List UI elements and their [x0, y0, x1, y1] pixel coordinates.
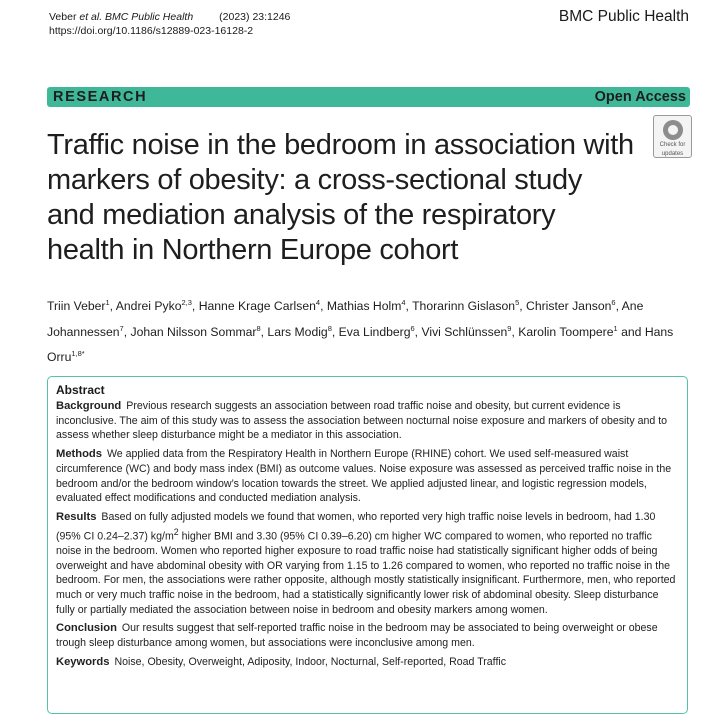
background-text: Previous research suggests an association between road traffic noise and obesity, but current evidence is inconclusive. The aim of this study was to assess the association between nocturnal noise exposure and markers of obesity and to assess whether sleep disturbance might be a mediator in this association. — [56, 400, 668, 442]
author-name[interactable]: Karolin Toompere — [518, 324, 614, 339]
author-affiliation: 9 — [507, 323, 512, 333]
author-name[interactable]: Hans Orru — [47, 324, 674, 365]
badge-line1: Check for — [659, 142, 686, 148]
conclusion-label: Conclusion — [56, 622, 117, 635]
author-affiliation: 1 — [105, 298, 110, 307]
section-label: RESEARCH — [53, 89, 148, 105]
journal-brand: BMC Public Health — [558, 8, 689, 25]
author-affiliation: 5 — [515, 298, 520, 307]
author-name[interactable]: Eva Lindberg — [338, 324, 411, 339]
abstract-box — [47, 376, 688, 714]
section-banner — [47, 87, 690, 107]
author-affiliation: 1,8* — [71, 349, 85, 359]
conclusion-text: Our results suggest that self-reported traffic noise in the bedroom may be associated to being overweight or obese trough sleep disturbance among women, but associations were inconclusive among men. — [56, 622, 658, 650]
abstract-background — [56, 399, 679, 443]
author-affiliation: 8 — [327, 323, 332, 333]
methods-label: Methods — [56, 448, 102, 461]
check-for-updates-button[interactable] — [653, 115, 692, 158]
author-name[interactable]: Mathias Holm — [326, 299, 402, 314]
author-affiliation: 7 — [119, 323, 124, 333]
results-text-b: higher BMI and 3.30 (95% CI 0.39–6.20) cm higher WC compared to women, who reported no traffic noise in the bedroom. Women who reported higher exposure to road traffic noise had statistically significant higher odds of being overweight and have abdominal obesity with OR varying from 1.15 to 1.26 compared to women, who reported no traffic noise in the bedroom. For men, the associations were rather opposite, although mostly statistically insignificant. Furthermore, men, who reported much or very much traffic noise in the bedroom, had a statistically significantly lower risk of abdominal obesity. Sleep disturbance fully or partially mediated the association between noise in bedroom and obesity markers among women. — [56, 530, 676, 616]
citation-line — [49, 10, 290, 24]
abstract-conclusion — [56, 621, 679, 650]
author-name[interactable]: Andrei Pyko — [115, 299, 182, 314]
abstract-keywords — [56, 655, 679, 670]
author-name[interactable]: Vivi Schlünssen — [421, 324, 508, 339]
author-name[interactable]: Thorarinn Gislason — [412, 299, 516, 314]
results-text-a: Based on fully adjusted models we found that women, who reported very high traffic noise levels in bedroom, had 1.30 (95% CI 0.24–2.37) kg/m — [56, 510, 656, 543]
citation-journal: et al. BMC Public Health — [79, 11, 194, 23]
author-affiliation: 6 — [611, 298, 616, 307]
abstract-results — [56, 510, 679, 617]
keywords-label: Keywords — [56, 655, 110, 668]
author-affiliation: 2,3 — [181, 298, 192, 307]
doi-link[interactable]: https://doi.org/10.1186/s12889-023-16128-2 — [49, 25, 254, 37]
keywords-text: Noise, Obesity, Overweight, Adiposity, Indoor, Nocturnal, Self-reported, Road Traffic — [114, 655, 507, 668]
author-affiliation: 4 — [315, 298, 321, 307]
citation-volume: (2023) 23:1246 — [219, 11, 291, 23]
article-title: Traffic noise in the bedroom in association with markers of obesity: a cross-sectional study and mediation analysis of the respiratory health in Northern Europe cohort — [47, 129, 634, 266]
author-affiliation: 8 — [256, 323, 261, 333]
author-name[interactable]: Ane Johannessen — [47, 299, 644, 339]
methods-text: We applied data from the Respiratory Health in Northern Europe (RHINE) cohort. We used self-measured waist circumference (WC) and body mass index (BMI) as outcome values. Noise exposure was assessed as perceived traffic noise in the bedroom and/or the bedroom window’s location towards the street. We applied adjusted linear, and logistic regression models, evaluated effect modifications and conducted mediation analysis. — [56, 448, 672, 505]
author-name[interactable]: Hanne Krage Carlsen — [198, 299, 316, 314]
citation-header — [49, 10, 290, 38]
badge-line2: updates — [661, 150, 684, 157]
author-affiliation: 1 — [613, 323, 618, 333]
author-list: Triin Veber$^1$, Andrei Pyko$^{2,3}$, Hanne Krage Carlsen$^4$, Mathias Holm$^4$, Thorarinn Gislason$^5$, Christer Janson$^6$, Ane Johannessen$^7$, Johan Nilsson Sommar$^8$, Lars Modig$^8$, Eva Lindberg$^6$, Vivi Schlünssen$^9$, Karolin Toompere$^1$ and Hans Orru$^{1,8*}$ — [47, 298, 674, 365]
author-affiliation: 6 — [410, 323, 415, 333]
citation-author: Veber — [49, 11, 80, 23]
author-affiliation: 4 — [401, 298, 406, 307]
background-label: Background — [56, 400, 122, 412]
author-name[interactable]: Triin Veber — [47, 299, 106, 314]
abstract-methods — [56, 447, 679, 506]
author-name[interactable]: Lars Modig — [267, 324, 328, 339]
crossmark-icon — [663, 120, 683, 140]
author-name[interactable]: Christer Janson — [526, 299, 612, 314]
author-and: and — [621, 324, 642, 339]
results-label: Results — [56, 510, 97, 523]
author-name[interactable]: Johan Nilsson Sommar — [130, 324, 257, 339]
open-access-label: Open Access — [594, 89, 686, 105]
abstract-heading: Abstract — [56, 383, 105, 397]
results-sup: 2 — [173, 526, 179, 537]
